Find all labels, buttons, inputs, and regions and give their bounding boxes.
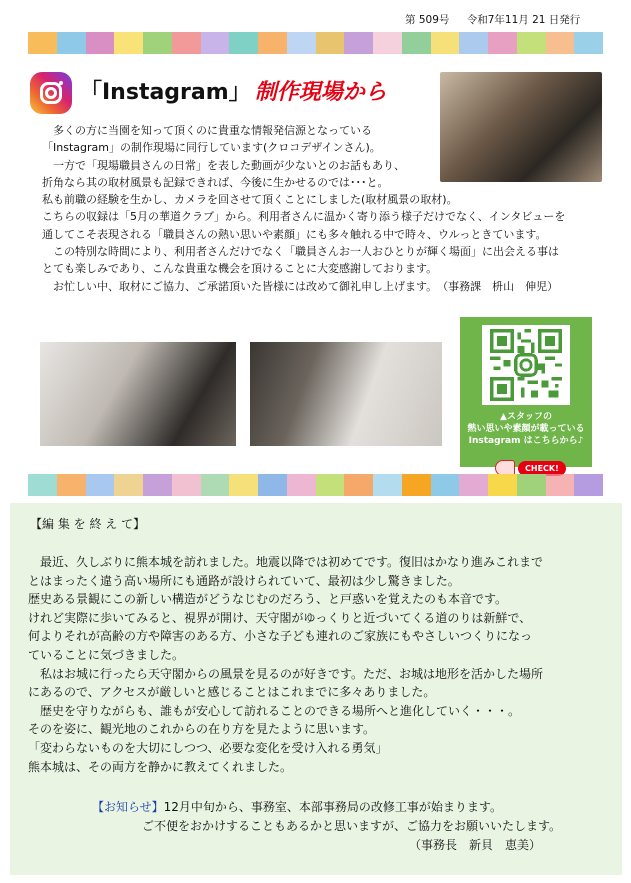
editor-line: 熊本城は、その両方を静かに教えてくれました。 [28, 759, 293, 774]
strip-tile [402, 32, 431, 54]
strip-tile [459, 32, 488, 54]
strip-tile [574, 32, 603, 54]
notice-block [92, 798, 561, 855]
editor-line: けれど実際に歩いてみると、視界が開け、天守閣がゆっくりと近づいてくる道のりは新鮮で、 [28, 610, 532, 625]
signature: （事務長 新貝 恵美） [409, 838, 542, 852]
article-line: 通してこそ表現される「職員さんの熱い思いや素顔」にも多々触れる中で時々、ウルっときています。 [42, 227, 547, 241]
title-production: 制作現場から [254, 80, 387, 105]
editor-line: 「変わらないものを大切にしつつ、必要な変化を受け入れる勇気」 [28, 740, 388, 755]
decorative-strip-top [28, 32, 603, 54]
strip-tile [258, 474, 287, 496]
strip-tile [57, 474, 86, 496]
strip-tile [517, 474, 546, 496]
strip-tile [114, 474, 143, 496]
check-label: CHECK! [518, 461, 566, 476]
notice-label: 【お知らせ】 [92, 800, 164, 814]
strip-tile [28, 32, 57, 54]
strip-tile [172, 32, 201, 54]
article-line: 「Instagram」の制作現場に同行しています(クロコデザインさん)。 [42, 141, 381, 155]
strip-tile [459, 474, 488, 496]
qr-code-icon[interactable] [482, 325, 570, 405]
article-line: とても楽しみであり、こんな貴重な機会を頂けることに大変感謝しております。 [42, 262, 438, 276]
strip-tile [431, 32, 460, 54]
decorative-strip-bottom [28, 474, 603, 496]
notice-line-2: ご不便をおかけすることもあるかと思いますが、ご協力をお願いいたします。 [142, 819, 562, 833]
article-line: 多くの方に当園を知って頂くのに貴重な情報発信源となっている [42, 124, 372, 137]
article-line: 私も前職の経験を生かし、カメラを回させて頂くことにしました(取材風景の取材)。 [42, 193, 458, 207]
qr-panel[interactable] [460, 317, 592, 467]
editor-notes-panel [10, 503, 622, 875]
article-line: お忙しい中、取材にご協力、ご承諾頂いた皆様には改めて御礼申し上げます。 （事務課 枡山 伸児） [42, 279, 559, 293]
strip-tile [488, 32, 517, 54]
strip-tile [546, 32, 575, 54]
photo-interview-room [250, 342, 442, 446]
strip-tile [201, 474, 230, 496]
strip-tile [574, 474, 603, 496]
instagram-icon [30, 72, 72, 114]
strip-tile [431, 474, 460, 496]
strip-tile [373, 474, 402, 496]
editor-line: にあるので、アクセスが厳しいと感じることはこれまでに多々ありました。 [28, 685, 436, 700]
editor-line: そのを姿に、観光地のこれからの在り方を見たように思います。 [28, 722, 376, 737]
instagram-article [42, 122, 602, 295]
article-line: 一方で「現場職員さんの日常」を表した動画が少ないとのお話もあり、 [42, 158, 405, 172]
strip-tile [287, 474, 316, 496]
strip-tile [402, 474, 431, 496]
strip-tile [229, 32, 258, 54]
notice-line-1: 12月中旬から、事務室、本部事務局の改修工事が始まります。 [163, 800, 502, 814]
strip-tile [488, 474, 517, 496]
strip-tile [172, 474, 201, 496]
issue-info [405, 12, 594, 27]
strip-tile [344, 32, 373, 54]
strip-tile [287, 32, 316, 54]
section-title [80, 73, 387, 113]
strip-tile [258, 32, 287, 54]
strip-tile [517, 32, 546, 54]
editor-line: 何よりそれが高齢の方や障害のある方、小さな子ども連れのご家族にもやさしいつくりになっ [28, 629, 533, 644]
editor-line: ていることに気づきました。 [28, 647, 185, 662]
photo-interview-staff [40, 342, 236, 446]
strip-tile [229, 474, 258, 496]
article-line: この特別な時間により、利用者さんだけでなく「職員さんお一人おひとりが輝く場面」に出会える事は [42, 245, 559, 259]
title-instagram: 「Instagram」 [80, 80, 251, 105]
strip-tile [316, 474, 345, 496]
editor-line: 歴史ある景観にこの新しい構造がどうなじむのだろう、と戸惑いを覚えたのも本音です。 [28, 592, 508, 607]
strip-tile [57, 32, 86, 54]
editor-text [28, 543, 613, 776]
strip-tile [114, 32, 143, 54]
strip-tile [28, 474, 57, 496]
strip-tile [143, 32, 172, 54]
editor-heading: 【編 集 を 終 え て】 [30, 517, 146, 531]
strip-tile [546, 474, 575, 496]
strip-tile [373, 32, 402, 54]
editor-line: とはまったく違う高い場所にも通路が設けられていて、最初は少し驚きました。 [28, 573, 460, 588]
strip-tile [201, 32, 230, 54]
strip-tile [143, 474, 172, 496]
editor-line: 歴史を守りながらも、誰もが安心して訪れることのできる場所へと進化していく・・・。 [28, 703, 521, 718]
strip-tile [86, 32, 115, 54]
article-line: 折角なら其の取材風景も記録できれば、今後に生かせるのでは･･･と。 [42, 175, 389, 189]
strip-tile [344, 474, 373, 496]
issue-number: 第 509号 [405, 14, 450, 26]
issue-date: 令和7年11月 21 日発行 [466, 14, 581, 26]
strip-tile [316, 32, 345, 54]
editor-line: 私はお城に行ったら天守閣からの風景を見るのが好きです。ただ、お城は地形を活かした場所 [28, 666, 544, 681]
qr-caption: ▲スタッフの 熱い思いや素顔が載っている Instagram はこちらから♪ [467, 412, 585, 446]
strip-tile [86, 474, 115, 496]
editor-line: 最近、久しぶりに熊本城を訪れました。地震以降では初めてです。復旧はかなり進みこれまで [28, 555, 544, 569]
article-line: こちらの収録は「5月の華道クラブ」から。利用者さんに温かく寄り添う様子だけでなく、インタビューを [42, 210, 566, 224]
